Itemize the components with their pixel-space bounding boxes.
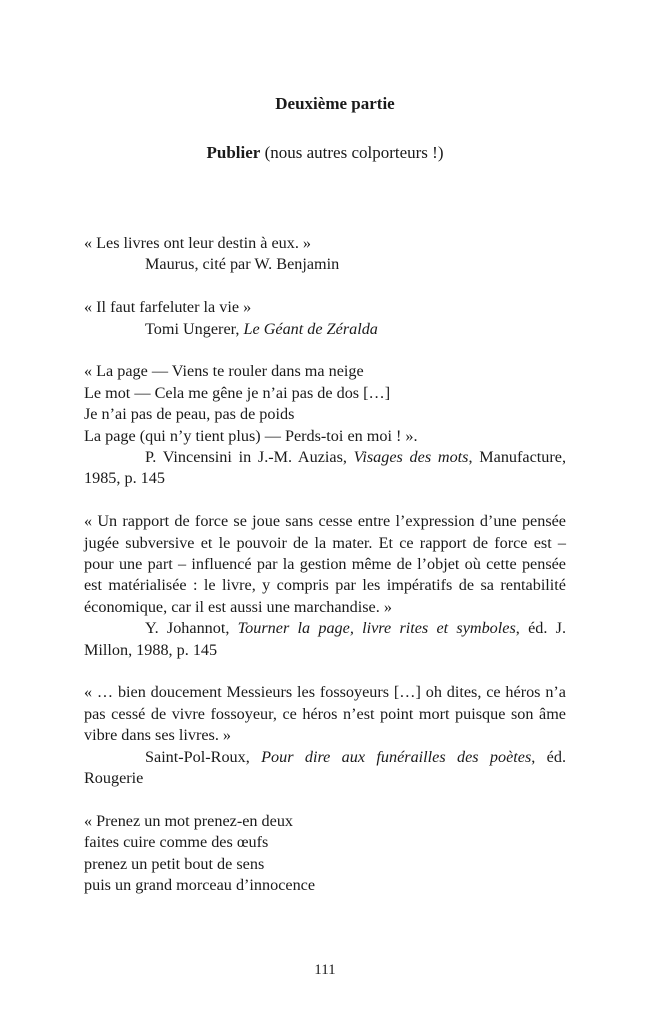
quote-4 bbox=[84, 511, 566, 661]
attribution-work: Le Géant de Zéralda bbox=[243, 319, 378, 338]
part-title: Deuxième partie bbox=[275, 94, 395, 113]
quote-line: « Il faut farfeluter la vie » bbox=[84, 298, 252, 317]
quote-line: « Prenez un mot prenez-en deux bbox=[84, 811, 294, 830]
quote-line: « La page — Viens te rouler dans ma neige bbox=[84, 362, 364, 381]
attribution-work: Tourner la page, livre rites et symboles bbox=[237, 619, 516, 638]
quote-attribution bbox=[84, 618, 566, 661]
attribution-author: Y. Johannot, bbox=[145, 619, 230, 638]
quote-paragraph: « … bien doucement Messieurs les fossoyeurs […] oh dites, ce héros n’a pas cessé de vivre fossoyeur, ce héros n’est point mort puisque son âme vibre dans ses livres. » bbox=[84, 683, 566, 745]
attribution-author: Saint-Pol-Roux, bbox=[145, 747, 250, 766]
quote-attribution bbox=[84, 747, 566, 790]
quote-line: La page (qui n’y tient plus) — Perds-toi en moi ! ». bbox=[84, 426, 418, 445]
quote-line: puis un grand morceau d’innocence bbox=[84, 876, 316, 895]
quote-line: faites cuire comme des œufs bbox=[84, 833, 269, 852]
attribution-author: Tomi Ungerer, bbox=[145, 319, 240, 338]
quote-6 bbox=[84, 811, 566, 897]
attribution-author: P. Vincensini in J.-M. Auzias, bbox=[145, 448, 347, 467]
attribution-tail: , éd. Rougerie bbox=[84, 747, 567, 788]
section-title-bold: Publier bbox=[206, 143, 261, 162]
section-title bbox=[0, 142, 650, 164]
quote-line: prenez un petit bout de sens bbox=[84, 854, 265, 873]
quote-paragraph: « Un rapport de force se joue sans cesse entre l’expression d’une pensée jugée subversive et le pouvoir de la mater. Et ce rapport de force est – pour une part – influencé par la gestion même de l’objet où cette pensée est matérialisée : le livre, y compris par les impératifs de sa rentabilité économique, car il est aussi une marchandise. » bbox=[84, 512, 566, 616]
section-title-rest: (nous autres colporteurs !) bbox=[264, 143, 444, 162]
quote-2 bbox=[84, 297, 566, 340]
quote-line: Je n’ai pas de peau, pas de poids bbox=[84, 405, 295, 424]
attribution-tail: , éd. J. Millon, 1988, p. 145 bbox=[84, 619, 566, 659]
attribution-tail: , Manufacture, 1985, p. 145 bbox=[84, 448, 566, 488]
quote-5 bbox=[84, 682, 566, 789]
quote-line: Le mot — Cela me gêne je n’ai pas de dos […] bbox=[84, 383, 391, 402]
page-number: 111 bbox=[314, 962, 336, 978]
attribution-work: Pour dire aux funérailles des poètes bbox=[261, 747, 532, 766]
quote-attribution bbox=[84, 447, 566, 490]
quote-attribution bbox=[84, 319, 566, 340]
quote-attribution: Maurus, cité par W. Benjamin bbox=[145, 255, 340, 274]
epigraph-body bbox=[84, 233, 566, 918]
quote-line: « Les livres ont leur destin à eux. » bbox=[84, 234, 312, 252]
attribution-work: Visages des mots bbox=[353, 448, 469, 467]
quote-1 bbox=[84, 233, 566, 276]
quote-3 bbox=[84, 361, 566, 489]
